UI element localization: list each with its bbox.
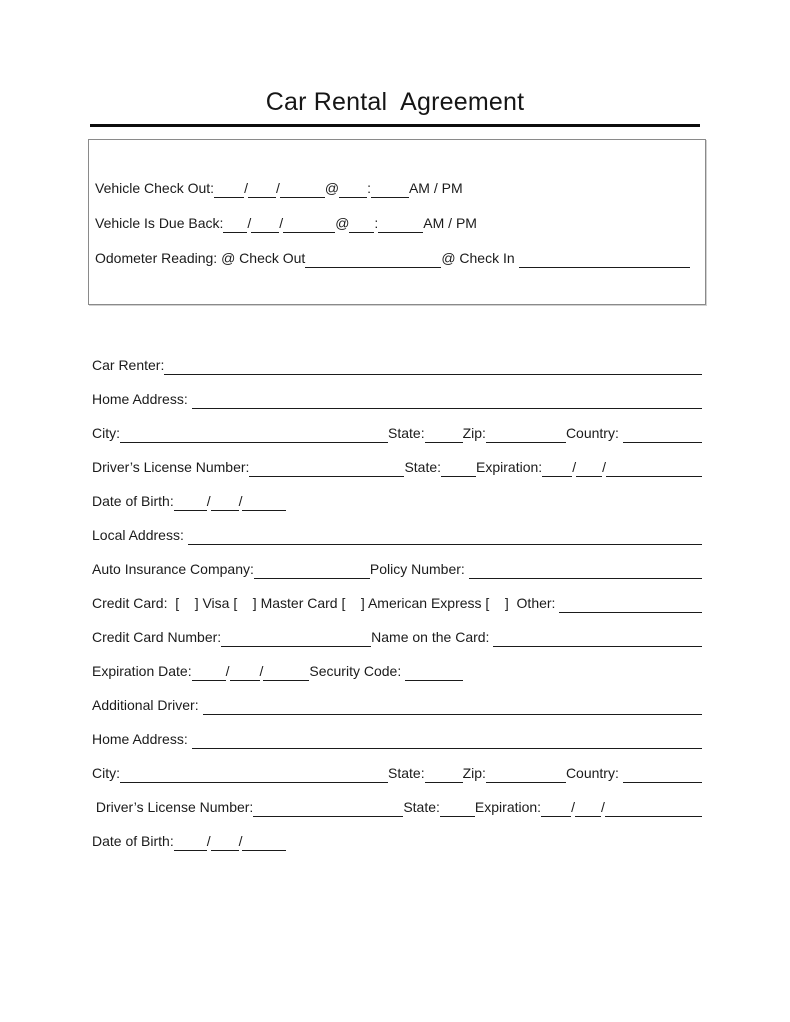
blank-line xyxy=(249,471,404,477)
field-label: : xyxy=(367,180,371,197)
blank-line xyxy=(605,811,702,817)
blank-line xyxy=(440,811,475,817)
blank-line xyxy=(378,227,423,233)
field-label: : xyxy=(374,215,379,232)
blank-line xyxy=(192,675,226,681)
field-label: @ Check In xyxy=(441,250,519,267)
field-label: Odometer Reading: @ Check Out xyxy=(95,250,306,267)
field-label: / xyxy=(244,180,248,197)
field-label: Car Renter: xyxy=(92,357,165,374)
auto-insurance-row xyxy=(92,558,702,579)
blank-line xyxy=(541,811,571,817)
field-label: Policy Number: xyxy=(369,561,469,578)
home-address-row xyxy=(92,388,702,409)
field-label: Home Address: xyxy=(92,731,192,748)
blank-line xyxy=(606,471,702,477)
field-label: Date of Birth: xyxy=(92,833,174,850)
field-label: Vehicle Is Due Back: xyxy=(95,215,224,232)
field-label: / xyxy=(238,493,243,510)
renter-info-rows xyxy=(92,354,702,851)
blank-line xyxy=(120,777,388,783)
field-label: Expiration Date: xyxy=(92,663,192,680)
field-label: Auto Insurance Company: xyxy=(92,561,254,578)
blank-line xyxy=(230,675,260,681)
renter-info-form xyxy=(92,354,702,851)
field-label: / xyxy=(275,180,280,197)
blank-line xyxy=(242,845,286,851)
field-label: Date of Birth: xyxy=(92,493,174,510)
vehicle-checkout-box xyxy=(88,139,706,305)
blank-line xyxy=(248,192,276,198)
field-label: Driver’s License Number: xyxy=(92,459,250,476)
blank-line xyxy=(214,192,244,198)
field-label: Country: xyxy=(565,765,623,782)
field-label: AM / PM xyxy=(408,180,463,197)
field-label: Expiration: xyxy=(476,459,543,476)
blank-line xyxy=(280,192,325,198)
blank-line xyxy=(242,505,286,511)
field-label: / xyxy=(279,215,284,232)
field-label: Driver’s License Number: xyxy=(92,799,254,816)
field-label: Security Code: xyxy=(309,663,406,680)
local-address-row xyxy=(92,524,702,545)
additional-driver-row xyxy=(92,694,702,715)
blank-line xyxy=(623,777,702,783)
blank-line xyxy=(493,641,702,647)
blank-line xyxy=(349,227,374,233)
blank-line xyxy=(164,369,702,375)
blank-line xyxy=(174,505,207,511)
field-label: / xyxy=(600,799,605,816)
field-label: AM / PM xyxy=(423,215,477,232)
blank-line xyxy=(253,811,403,817)
field-label: State: xyxy=(388,425,425,442)
blank-line xyxy=(263,675,309,681)
field-label: / xyxy=(225,663,230,680)
blank-line xyxy=(251,227,279,233)
credit-card-type-row xyxy=(92,592,702,613)
field-label: City: xyxy=(92,765,120,782)
field-label: / xyxy=(206,493,211,510)
field-label: @ xyxy=(324,180,340,197)
blank-line xyxy=(623,437,702,443)
field-label: State: xyxy=(404,459,442,476)
blank-line xyxy=(575,811,601,817)
car-renter-row xyxy=(92,354,702,375)
blank-line xyxy=(211,505,239,511)
vehicle-checkout-rows xyxy=(95,176,690,268)
blank-line xyxy=(405,675,463,681)
blank-line xyxy=(469,573,702,579)
title-underline xyxy=(90,124,700,127)
drivers-license-row xyxy=(92,456,702,477)
blank-line xyxy=(339,192,367,198)
field-label: Zip: xyxy=(462,765,486,782)
page-title: Car Rental Agreement xyxy=(265,88,525,116)
blank-line xyxy=(211,845,239,851)
field-label: @ xyxy=(335,215,350,232)
blank-line xyxy=(188,539,702,545)
blank-line xyxy=(203,709,703,715)
field-label: Local Address: xyxy=(92,527,188,544)
field-label: Credit Card Number: xyxy=(92,629,222,646)
blank-line xyxy=(519,262,690,268)
blank-line xyxy=(174,845,207,851)
field-label: State: xyxy=(388,765,425,782)
field-label: / xyxy=(259,663,264,680)
field-label: / xyxy=(602,459,606,476)
vehicle-check-out-row xyxy=(95,176,690,198)
blank-line xyxy=(559,607,702,613)
blank-line xyxy=(486,437,566,443)
field-label: City: xyxy=(92,425,120,442)
drivers-license-2-row xyxy=(92,796,702,817)
odometer-reading-row xyxy=(95,246,690,268)
field-label: Vehicle Check Out: xyxy=(95,180,215,197)
blank-line xyxy=(486,777,566,783)
field-label: Additional Driver: xyxy=(92,697,203,714)
blank-line xyxy=(425,777,463,783)
blank-line xyxy=(223,227,247,233)
blank-line xyxy=(542,471,572,477)
blank-line xyxy=(576,471,602,477)
credit-card-number-row xyxy=(92,626,702,647)
blank-line xyxy=(192,743,702,749)
date-of-birth-row xyxy=(92,490,702,511)
blank-line xyxy=(305,262,441,268)
blank-line xyxy=(192,403,702,409)
field-label: / xyxy=(247,215,252,232)
blank-line xyxy=(120,437,388,443)
city-state-zip-country-row xyxy=(92,422,702,443)
field-label: State: xyxy=(403,799,440,816)
blank-line xyxy=(254,573,370,579)
field-label: / xyxy=(238,833,243,850)
field-label: Zip: xyxy=(462,425,486,442)
field-label: Name on the Card: xyxy=(371,629,494,646)
city-state-zip-country-2-row xyxy=(92,762,702,783)
blank-line xyxy=(425,437,463,443)
field-label: / xyxy=(206,833,211,850)
field-label: Credit Card: [ ] Visa [ ] Master Card [ ] American Express [ ] Other: xyxy=(92,595,560,612)
vehicle-due-back-row xyxy=(95,211,690,233)
field-label: Expiration: xyxy=(474,799,542,816)
field-label: / xyxy=(572,459,577,476)
home-address-2-row xyxy=(92,728,702,749)
blank-line xyxy=(221,641,371,647)
field-label: Country: xyxy=(565,425,623,442)
blank-line xyxy=(283,227,335,233)
field-label: / xyxy=(571,799,575,816)
card-expiration-row xyxy=(92,660,702,681)
blank-line xyxy=(371,192,409,198)
blank-line xyxy=(441,471,476,477)
field-label: Home Address: xyxy=(92,391,192,408)
date-of-birth-2-row xyxy=(92,830,702,851)
